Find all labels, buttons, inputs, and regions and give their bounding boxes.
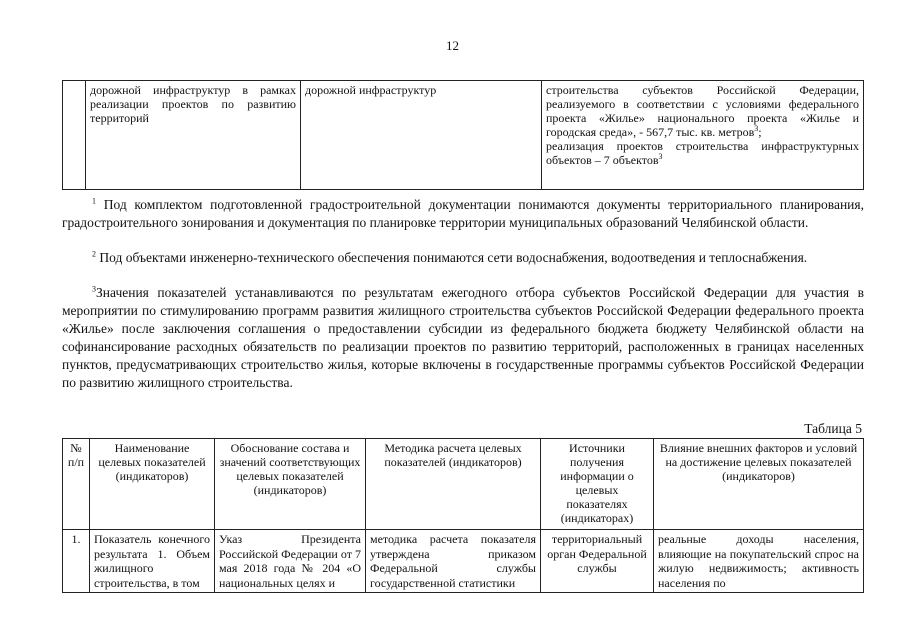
table-cell-name: дорожной инфраструктур в рамках реализации проектов по развитию территорий — [86, 81, 301, 190]
footnote-text: Под комплектом подготовленной градостроительной документации понимаются документы территориального планирования, градостроительного зонирования и документация по планировке территории муниципальных образований Челябинской области. — [62, 197, 864, 230]
table-caption: Таблица 5 — [804, 421, 862, 436]
table-cell-number — [63, 81, 86, 190]
footnote-2 — [62, 249, 864, 267]
cell-basis: Указ Президента Российской Федерации от 7 мая 2018 года № 204 «О национальных целях и — [215, 530, 366, 593]
values-text-1: строительства субъектов Российской Федерации, реализуемого в соответствии с условиями федерального проекта «Жилье» национального проекта «Жилье и городская среда», - 567,7 тыс. кв. метров — [546, 83, 859, 139]
table-header-row — [63, 439, 864, 530]
header-sources: Источники получения информации о целевых показателях (индикаторах) — [541, 439, 654, 530]
table-row — [63, 81, 864, 190]
footnote-text: Значения показателей устанавливаются по результатам ежегодного отбора субъектов Российской Федерации для участия в мероприятии по стимулированию программ развития жилищного строительства субъектов Российской Федерации федерального проекта «Жилье» после заключения соглашения о предоставлении субсидии из федерального бюджета бюджету Челябинской области на софинансирование расходных обязательств по реализации проектов по развитию территорий, расположенных в границах населенных пунктов, предусматривающих строительство жилья, которые включены в государственные программы субъектов Российской Федерации по развитию жилищного строительства. — [62, 285, 864, 390]
cell-sources: территориальный орган Федеральной службы — [541, 530, 654, 593]
footnote-mark: 1 — [92, 196, 96, 206]
footnote-text: Под объектами инженерно-технического обеспечения понимаются сети водоснабжения, водоотведения и теплоснабжения. — [99, 250, 808, 265]
cell-external-factors: реальные доходы населения, влияющие на покупательский спрос на жилую недвижимость; активность населения по — [654, 530, 864, 593]
footnote-3 — [62, 284, 864, 392]
cell-number: 1. — [63, 530, 90, 593]
values-text-2: реализация проектов строительства инфраструктурных объектов – 7 объектов — [546, 139, 859, 167]
continued-table — [62, 80, 864, 190]
cell-method: методика расчета показателя утверждена приказом Федеральной службы государственной статистики — [366, 530, 541, 593]
values-text-1-tail: ; — [758, 125, 762, 139]
footnote-ref: 3 — [658, 152, 663, 161]
cell-indicator-name: Показатель конечного результата 1. Объем жилищного строительства, в том — [90, 530, 215, 593]
header-external-factors: Влияние внешних факторов и условий на достижение целевых показателей (индикаторов) — [654, 439, 864, 530]
header-method: Методика расчета целевых показателей (индикаторов) — [366, 439, 541, 530]
header-basis: Обоснование состава и значений соответствующих целевых показателей (индикаторов) — [215, 439, 366, 530]
table-cell-basis: дорожной инфраструктур — [301, 81, 542, 190]
page-number: 12 — [446, 38, 459, 53]
header-number: № п/п — [63, 439, 90, 530]
footnote-mark: 3 — [92, 284, 96, 294]
footnote-ref: 3 — [754, 124, 759, 133]
indicators-table — [62, 438, 864, 593]
table-cell-values — [542, 81, 864, 190]
footnote-1 — [62, 196, 864, 232]
footnote-mark: 2 — [92, 249, 96, 259]
table-row — [63, 530, 864, 593]
header-indicator-name: Наименование целевых показателей (индикаторов) — [90, 439, 215, 530]
